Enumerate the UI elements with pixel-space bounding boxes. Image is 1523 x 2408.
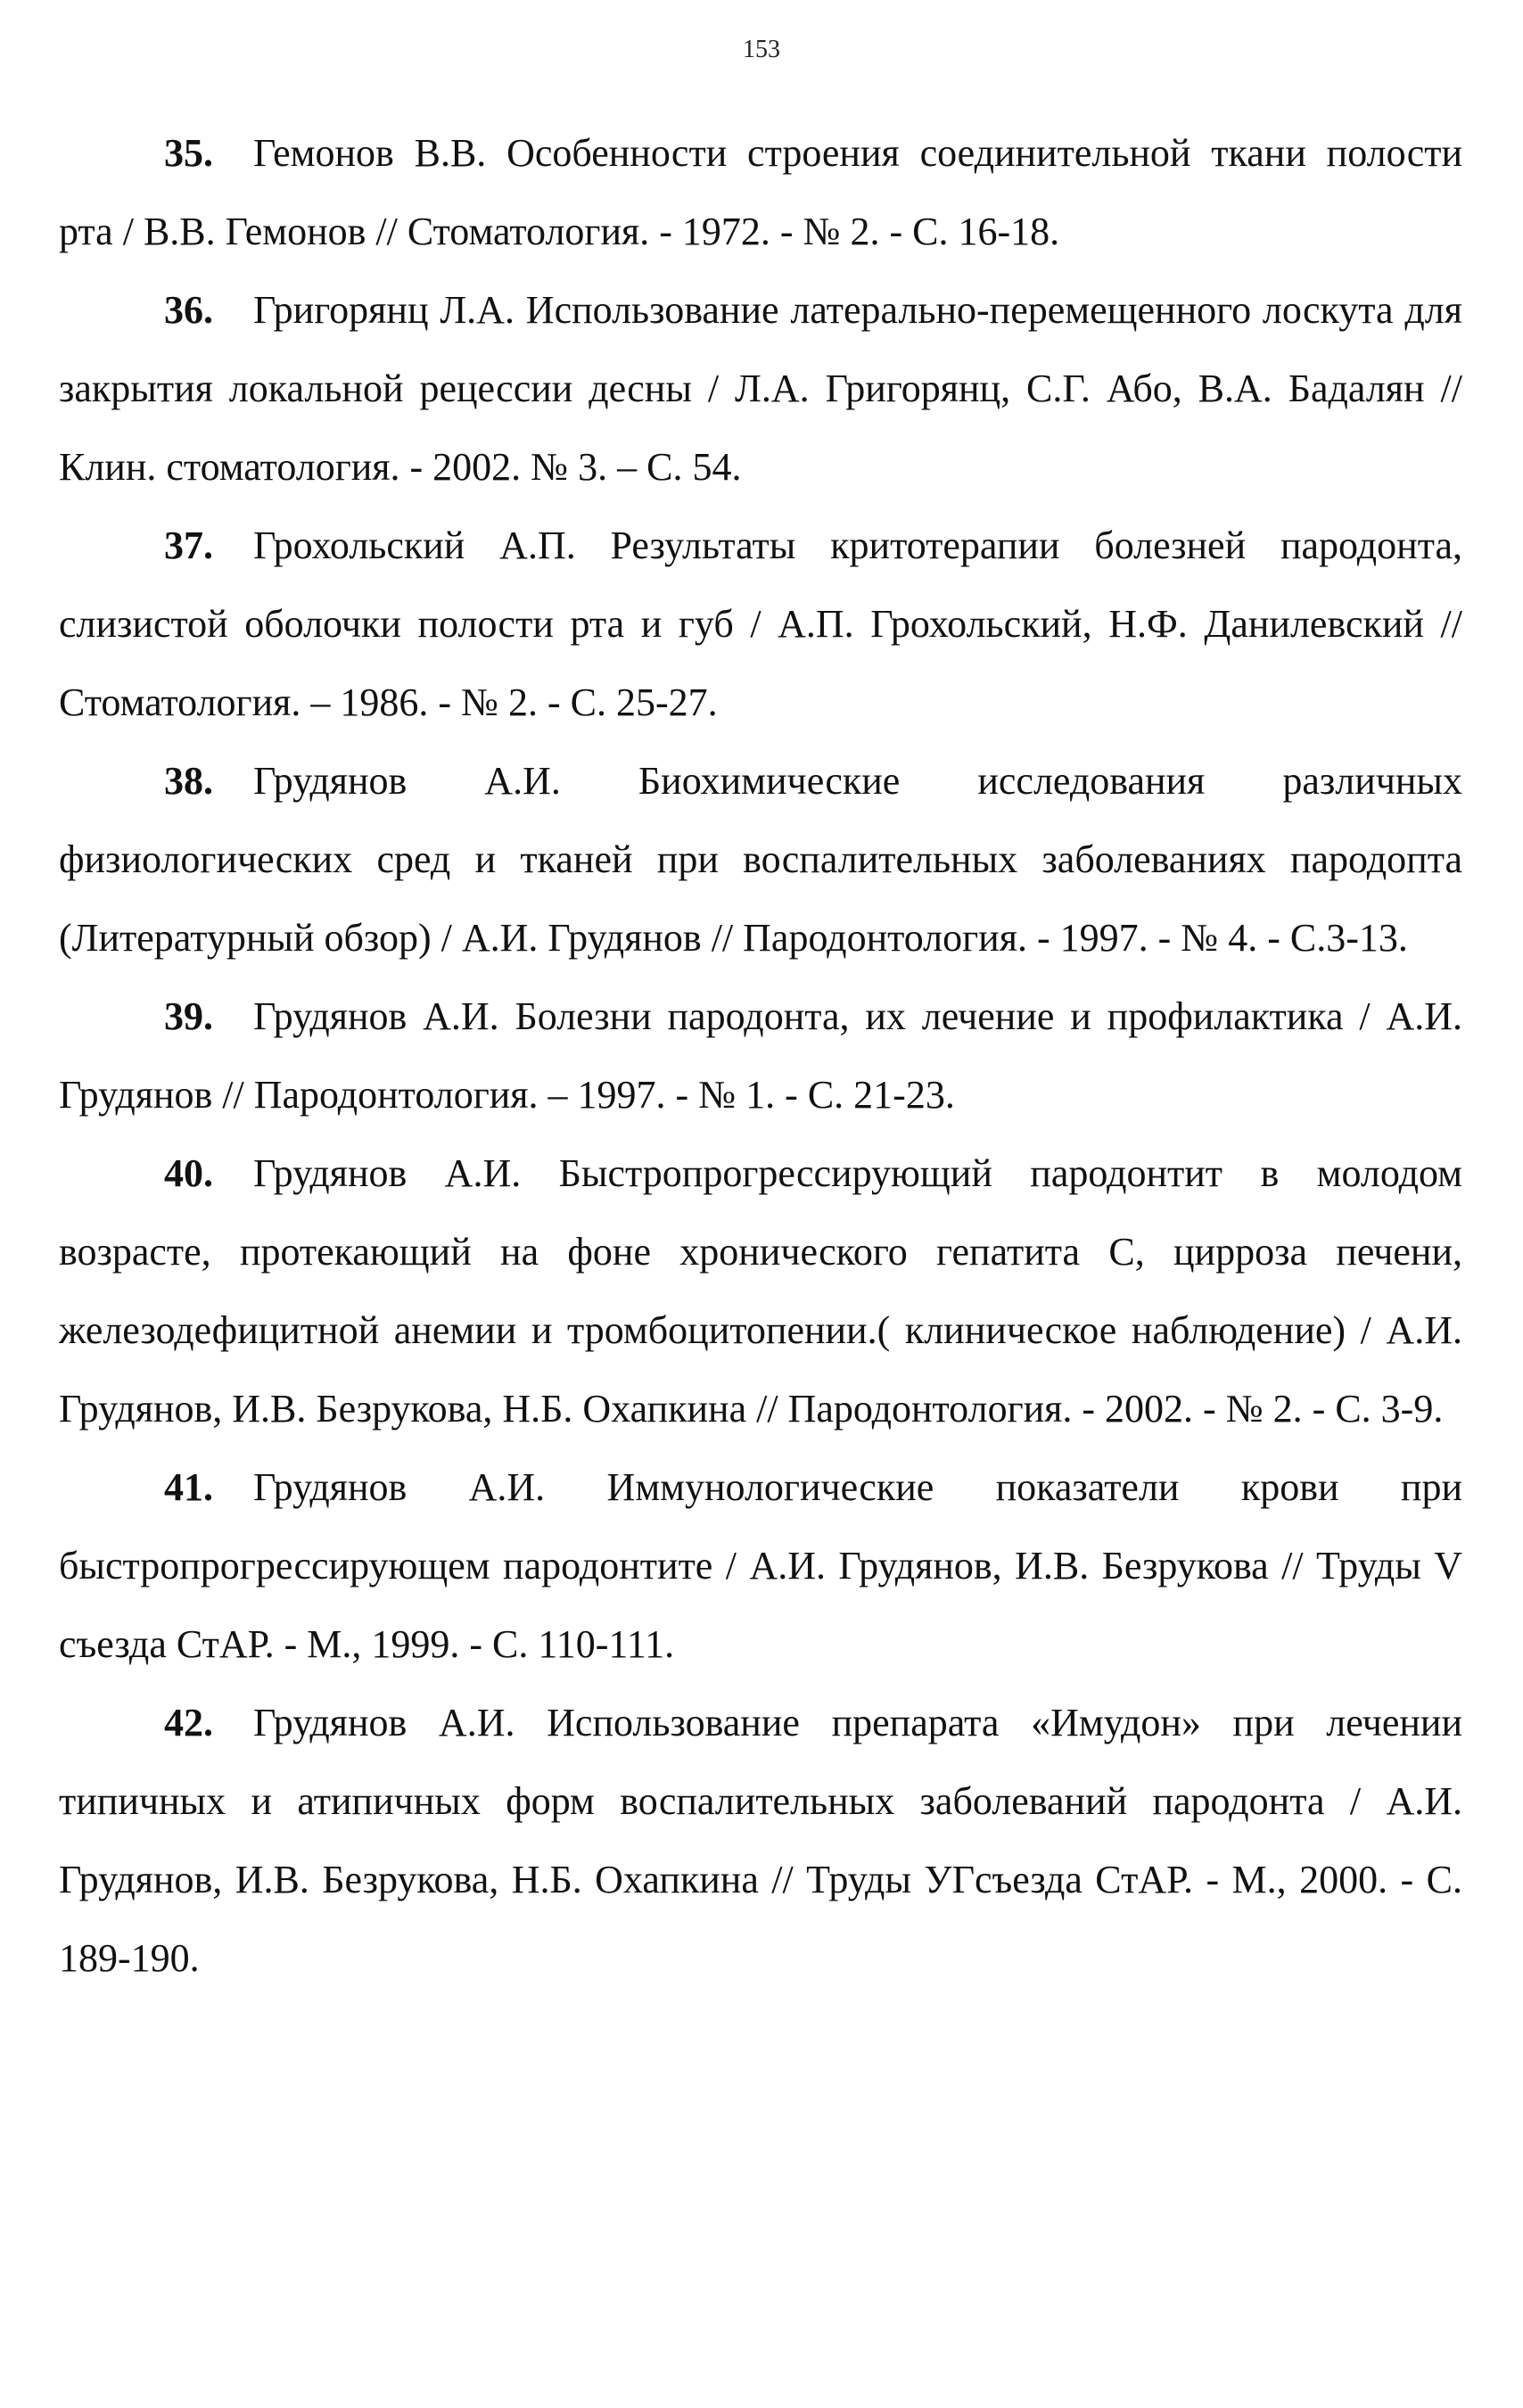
reference-number: 35. bbox=[164, 131, 213, 175]
reference-text: Грохольский А.П. Результаты критотерапии болезней пародонта, слизистой оболочки полости рта и губ / А.П. Грохольский, Н.Ф. Данилевский // Стоматология. – 1986. - № 2. - С. 25-27. bbox=[59, 524, 1462, 724]
reference-number: 42. bbox=[164, 1701, 213, 1744]
reference-item-39 bbox=[59, 977, 1462, 1134]
reference-item-37 bbox=[59, 507, 1462, 742]
reference-text: Грудянов А.И. Быстропрогрессирующий пародонтит в молодом возрасте, протекающий на фоне хронического гепатита С, цирроза печени, железодефицитной анемии и тромбоцитопении.( клиническое наблюдение) / А.И. Грудянов, И.В. Безрукова, Н.Б. Охапкина // Пародонтология. - 2002. - № 2. - С. 3-9. bbox=[59, 1151, 1462, 1431]
reference-text: Грудянов А.И. Иммунологические показатели крови при быстропрогрессирующем пародонтите / А.И. Грудянов, И.В. Безрукова // Труды V съезда СтАР. - М., 1999. - С. 110-111. bbox=[59, 1465, 1462, 1666]
reference-number: 41. bbox=[164, 1465, 213, 1509]
reference-text: Грудянов А.И. Использование препарата «Имудон» при лечении типичных и атипичных форм воспалительных заболеваний пародонта / А.И. Грудянов, И.В. Безрукова, Н.Б. Охапкина // Труды УГсъезда СтАР. - М., 2000. - С. 189-190. bbox=[59, 1701, 1462, 1980]
reference-list bbox=[59, 114, 1462, 1998]
page-number: 153 bbox=[743, 36, 780, 63]
reference-number: 38. bbox=[164, 759, 213, 803]
reference-text: Гемонов В.В. Особенности строения соединительной ткани полости рта / В.В. Гемонов // Стоматология. - 1972. - № 2. - С. 16-18. bbox=[59, 131, 1462, 253]
reference-item-35 bbox=[59, 114, 1462, 271]
reference-text: Грудянов А.И. Болезни пародонта, их лечение и профилактика / А.И. Грудянов // Пародонтология. – 1997. - № 1. - С. 21-23. bbox=[59, 994, 1462, 1117]
reference-text: Грудянов А.И. Биохимические исследования различных физиологических сред и тканей при воспалительных заболеваниях пародопта (Литературный обзор) / А.И. Грудянов // Пародонтология. - 1997. - № 4. - С.3-13. bbox=[59, 759, 1462, 960]
reference-item-38 bbox=[59, 742, 1462, 977]
reference-item-41 bbox=[59, 1448, 1462, 1684]
reference-item-42 bbox=[59, 1684, 1462, 1998]
reference-number: 36. bbox=[164, 288, 213, 332]
reference-item-36 bbox=[59, 271, 1462, 507]
reference-number: 40. bbox=[164, 1151, 213, 1195]
reference-number: 39. bbox=[164, 994, 213, 1038]
reference-text: Григорянц Л.А. Использование латерально-перемещенного лоскута для закрытия локальной рецессии десны / Л.А. Григорянц, С.Г. Або, В.А. Бадалян // Клин. стоматология. - 2002. № 3. – С. 54. bbox=[59, 288, 1462, 489]
reference-item-40 bbox=[59, 1134, 1462, 1448]
reference-number: 37. bbox=[164, 524, 213, 567]
